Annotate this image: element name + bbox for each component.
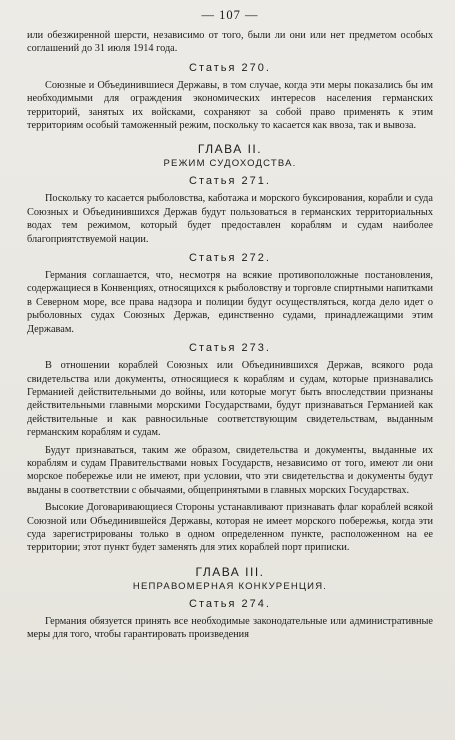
- article-271-text: Поскольку то касается рыболовства, каботажа и морского буксирования, корабли и суда Союзных и Объединившихся Держав будут пользоваться в германских территориальных водах тем режимом, который будет предоставлен кораблям и судам наиболее благоприятствуемой нации.: [27, 193, 433, 245]
- article-271-heading: Статья 271.: [189, 175, 271, 188]
- article-273-paragraph-2: Будут признаваться, таким же образом, свидетельства и документы, выданные их кораблям и судам Правительствами новых Государств, независимо от того, имеют ли они морское побережье или не имеют, при условии, что эти свидетельства и документы будут выданы в соответствии с обычаями, общепринятыми в главных морских Государствах.: [27, 444, 433, 496]
- chapter-2-subtitle: РЕЖИМ СУДОХОДСТВА.: [163, 158, 297, 170]
- article-274-text: Германия обязуется принять все необходимые законодательные или административные меры для того, чтобы гарантировать произведения: [27, 615, 433, 641]
- article-270-text: Союзные и Объединившиеся Державы, в том случае, когда эти меры показались бы им необходимыми для ограждения экономических интересов населения германских территорий, занятых их войсками, сохраняют за собой право применять к этим территориям особый таможенный режим, поскольку то касается как ввоза, так и вывоза.: [27, 79, 433, 132]
- article-270-heading: Статья 270.: [189, 61, 271, 74]
- chapter-3-heading: ГЛАВА III.: [195, 564, 265, 579]
- article-272-heading: Статья 272.: [189, 252, 271, 265]
- chapter-2-heading: ГЛАВА II.: [197, 142, 263, 157]
- chapter-3-subtitle: НЕПРАВОМЕРНАЯ КОНКУРЕНЦИЯ.: [132, 580, 328, 592]
- article-272-text: Германия соглашается, что, несмотря на всякие противоположные постановления, содержащиеся в Конвенциях, относящихся к рыболовству и торговле спиртными напитками в Северном море, все права надзора и полиции будут осуществляться, когда дело идет о рыболовных судах Союзных Держав, единственно судами, принадлежащими этим Державам.: [27, 270, 433, 335]
- opening-paragraph: или обезжиренной шерсти, независимо от того, были ли они или нет предметом особых соглашений до 31 июля 1914 года.: [27, 30, 433, 55]
- article-273-paragraph-3: Высокие Договаривающиеся Стороны устанавливают признавать флаг кораблей всякой Союзной или Объединившейся Державы, которая не имеет морского побережья, когда эти суда зарегистрированы только в одном определенном пункте, расположенном на ее территории; этот пункт будет заменять для этих кораблей порт приписки.: [27, 502, 433, 554]
- page-number: — 107 —: [201, 8, 259, 22]
- article-273-heading: Статья 273.: [189, 342, 271, 355]
- article-274-heading: Статья 274.: [189, 597, 271, 610]
- article-273-paragraph-1: В отношении кораблей Союзных или Объединившихся Держав, всякого рода свидетельства или документы, относящиеся к кораблям и судам, которые признавались Германией действительными до войны, или которые могут быть впоследствии признаны действительными главными морскими Государствами, будут признаваться Германией как действительные и как равносильные соответствующим свидетельствам, выданным германским кораблям и судам.: [27, 360, 433, 439]
